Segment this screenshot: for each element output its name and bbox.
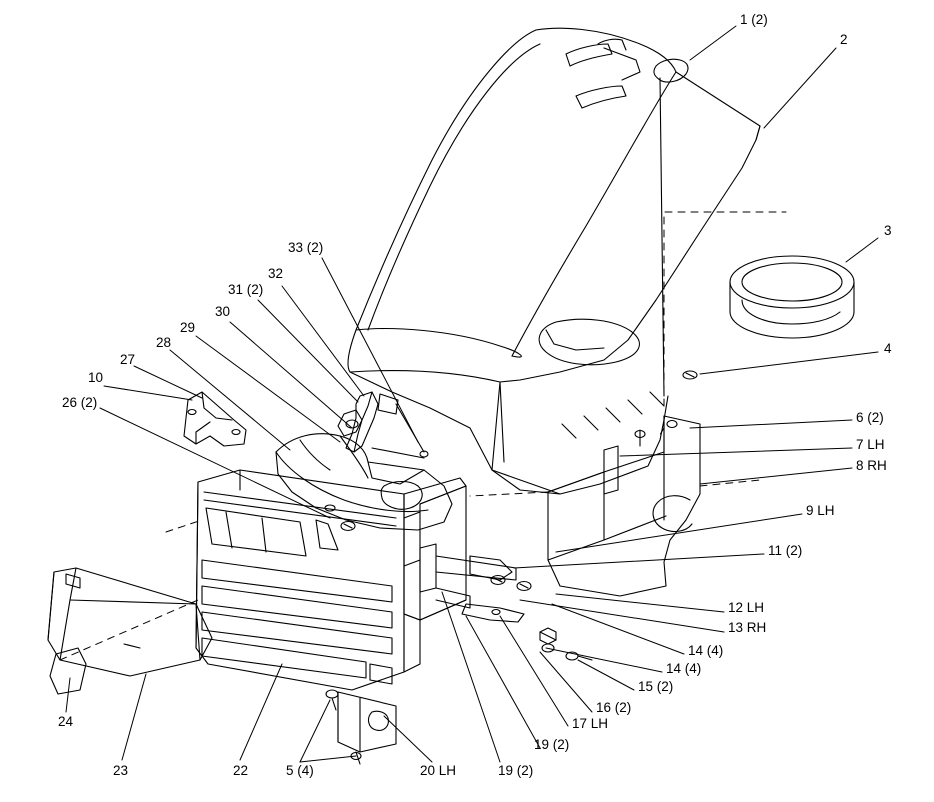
callout-30: 30: [215, 304, 231, 319]
callout-24: 24: [58, 714, 74, 729]
bumper-part-23: [48, 568, 212, 676]
center-frame: [404, 478, 516, 672]
bracket-part-27: [184, 392, 246, 446]
callout-5: 5 (4): [286, 763, 314, 778]
callout-3: 3: [884, 223, 892, 238]
callout-28: 28: [156, 335, 172, 350]
callout-11: 11 (2): [768, 543, 803, 558]
callout-8: 8 RH: [856, 458, 887, 473]
callout-12: 12 LH: [728, 600, 765, 615]
callout-19-a: 19 (2): [534, 737, 570, 752]
callout-16: 16 (2): [596, 700, 632, 715]
callout-31: 31 (2): [228, 282, 264, 297]
callout-20: 20 LH: [420, 763, 457, 778]
callout-33: 33 (2): [288, 240, 324, 255]
callout-14-upper: 14 (4): [688, 643, 724, 658]
grille-part-22: [196, 470, 404, 690]
callout-2: 2: [840, 32, 848, 47]
side-support-panel: [548, 416, 700, 596]
callout-15: 15 (2): [638, 679, 674, 694]
callout-17: 17 LH: [572, 716, 609, 731]
callout-14-lower: 14 (4): [666, 661, 702, 676]
washer-part-4: [683, 371, 697, 379]
headlight-housing: [276, 434, 452, 530]
callout-1: 1 (2): [740, 12, 768, 27]
callout-6: 6 (2): [856, 410, 884, 425]
callout-10: 10: [88, 370, 104, 385]
callout-26: 26 (2): [62, 395, 98, 410]
callout-7: 7 LH: [856, 437, 885, 452]
lower-bracket-part-20: [326, 690, 396, 764]
callout-22: 22: [233, 763, 249, 778]
callout-4: 4: [884, 341, 892, 356]
fastener-part-26: [341, 522, 355, 531]
callout-9: 9 LH: [806, 503, 835, 518]
callout-23: 23: [113, 763, 129, 778]
callout-27: 27: [120, 352, 136, 367]
callout-29: 29: [180, 320, 196, 335]
callout-13: 13 RH: [728, 620, 767, 635]
insert-part-24: [50, 648, 86, 694]
fuel-filler-ring-part-3: [730, 256, 854, 338]
callout-19-b: 19 (2): [498, 763, 534, 778]
callout-32: 32: [268, 266, 284, 281]
leader-lines-right: [66, 26, 878, 762]
reference-dashed-lines: [60, 212, 786, 660]
